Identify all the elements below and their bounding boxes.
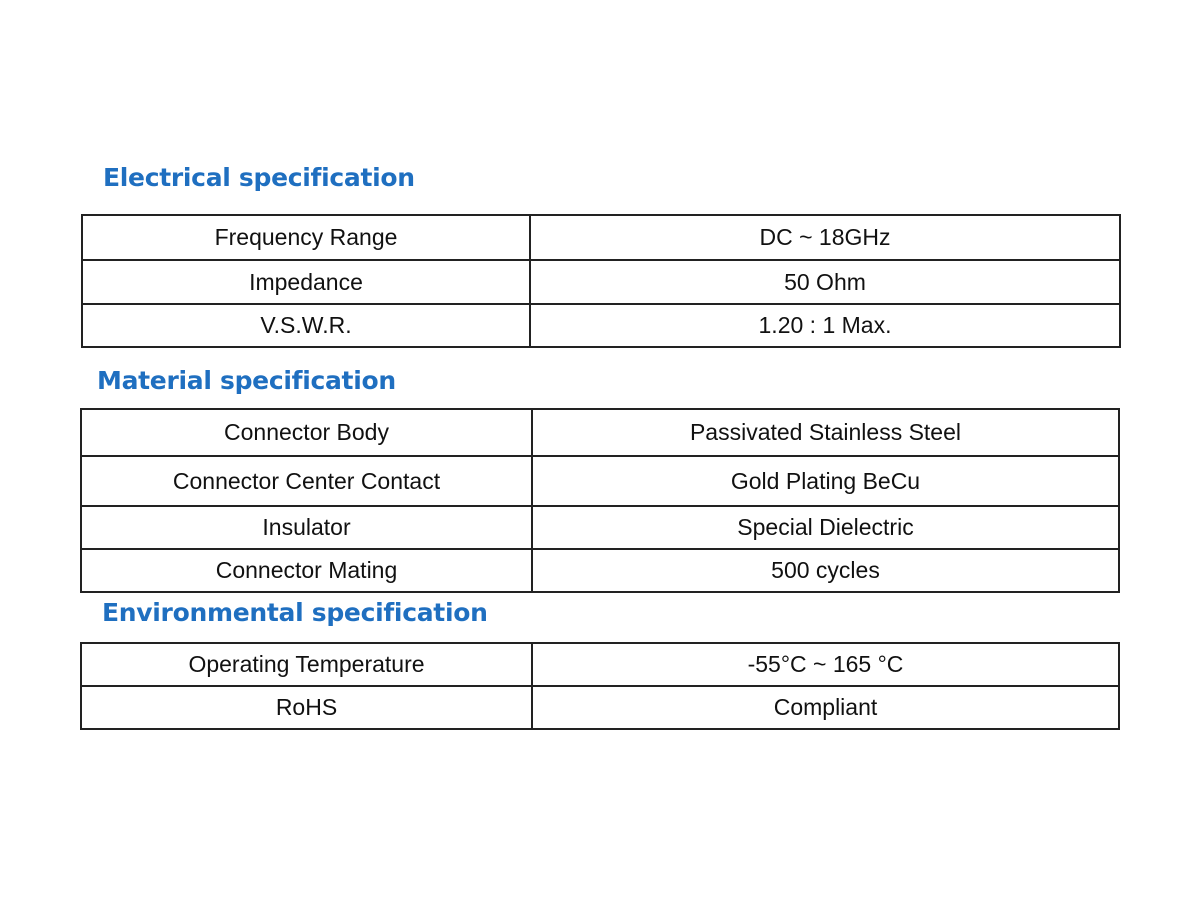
table-row	[81, 506, 1119, 549]
spec-label: V.S.W.R.	[82, 304, 530, 347]
spec-value: DC ~ 18GHz	[530, 215, 1120, 260]
spec-label: Frequency Range	[82, 215, 530, 260]
table-row	[82, 260, 1120, 304]
spec-value: 500 cycles	[532, 549, 1119, 592]
spec-label: Connector Mating	[81, 549, 532, 592]
table-row	[81, 409, 1119, 456]
spec-label: Operating Temperature	[81, 643, 532, 686]
spec-value: 1.20 : 1 Max.	[530, 304, 1120, 347]
section-title-electrical: Electrical specification	[103, 163, 415, 192]
table-row	[81, 549, 1119, 592]
table-row	[81, 686, 1119, 729]
section-title-environmental: Environmental specification	[102, 598, 488, 627]
spec-label: Impedance	[82, 260, 530, 304]
spec-label: RoHS	[81, 686, 532, 729]
table-row	[82, 215, 1120, 260]
spec-label: Insulator	[81, 506, 532, 549]
spec-label: Connector Body	[81, 409, 532, 456]
spec-value: Compliant	[532, 686, 1119, 729]
spec-value: Gold Plating BeCu	[532, 456, 1119, 506]
spec-label: Connector Center Contact	[81, 456, 532, 506]
spec-value: Special Dielectric	[532, 506, 1119, 549]
spec-value: -55°C ~ 165 °C	[532, 643, 1119, 686]
electrical-spec-table	[81, 214, 1121, 348]
table-row	[81, 643, 1119, 686]
environmental-spec-table	[80, 642, 1120, 730]
spec-value: 50 Ohm	[530, 260, 1120, 304]
table-row	[81, 456, 1119, 506]
material-spec-table	[80, 408, 1120, 593]
table-row	[82, 304, 1120, 347]
section-title-material: Material specification	[97, 366, 396, 395]
spec-value: Passivated Stainless Steel	[532, 409, 1119, 456]
